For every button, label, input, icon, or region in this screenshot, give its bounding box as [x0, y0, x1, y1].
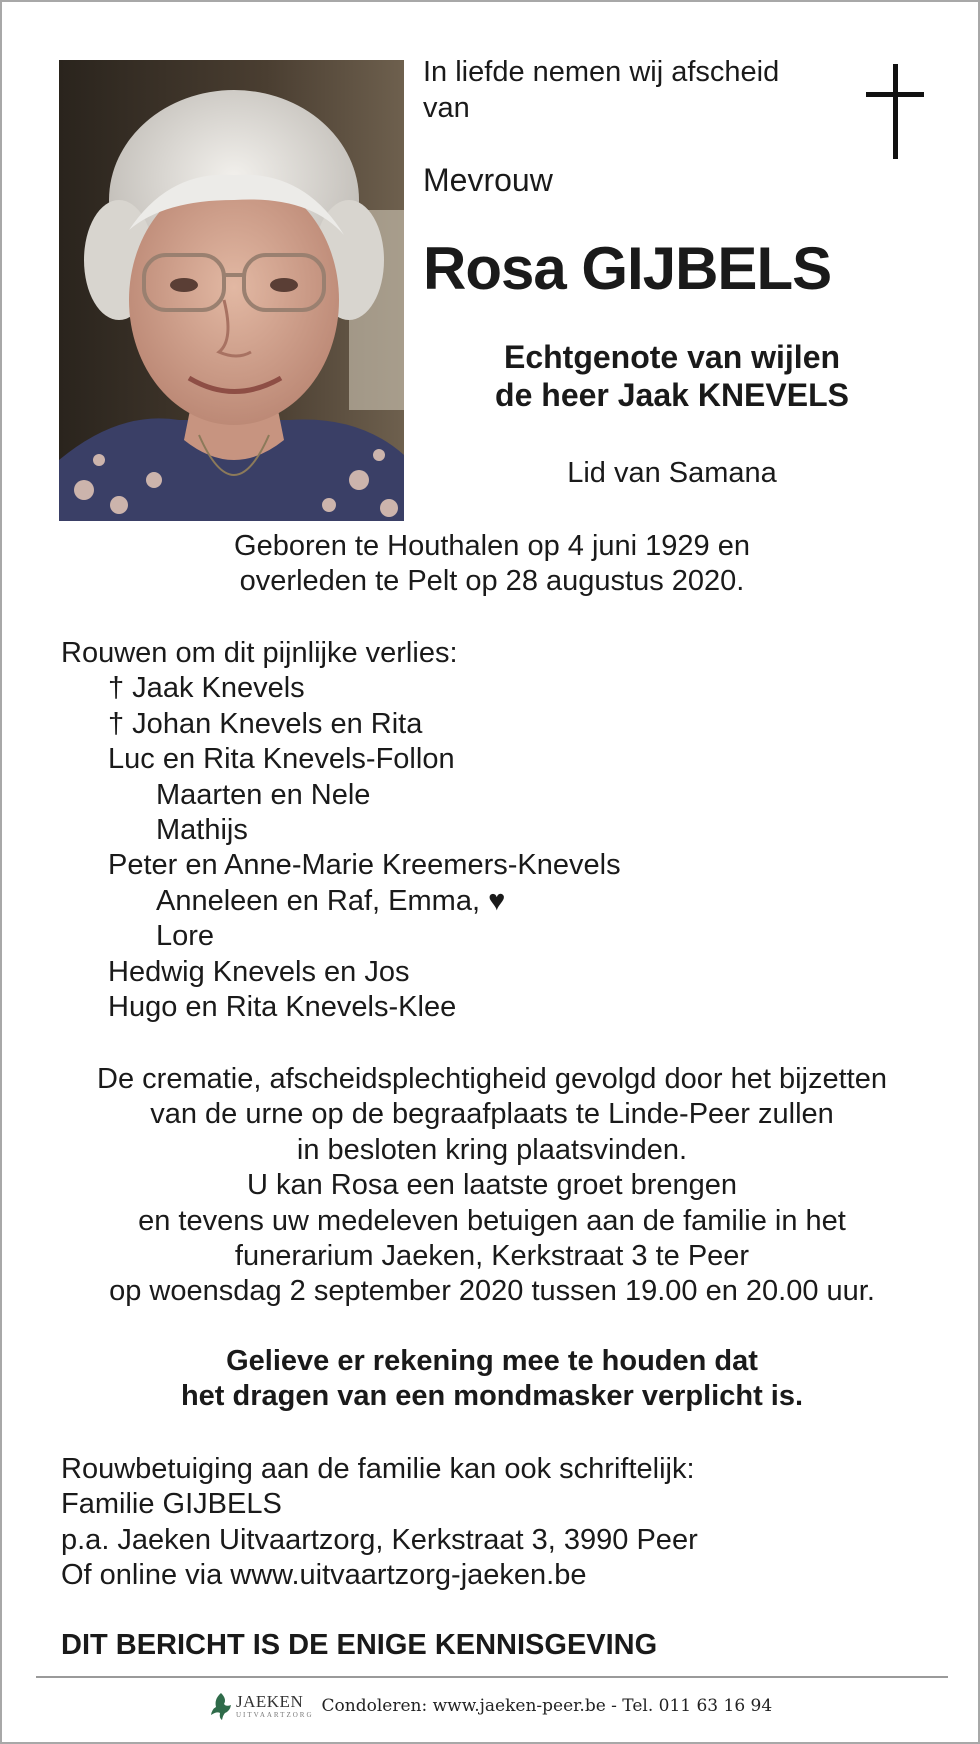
closing-statement: DIT BERICHT IS DE ENIGE KENNISGEVING	[61, 1629, 658, 1661]
mourner-item: Anneleen en Raf, Emma, ♥	[156, 884, 506, 917]
mourner-item: Lore	[156, 920, 215, 953]
ceremony-line: van de urne op de begraafplaats te Linde-Peer zullen	[150, 1098, 834, 1131]
mourner-item: Hedwig Knevels en Jos	[108, 955, 410, 988]
spouse-line-2: de heer Jaak KNEVELS	[495, 377, 849, 413]
condolence-info	[61, 1452, 698, 1594]
mourners-heading: Rouwen om dit pijnlijke verlies:	[61, 637, 458, 669]
portrait-photo	[59, 60, 404, 521]
footer	[210, 1686, 772, 1726]
spouse-info	[432, 338, 912, 414]
jaeken-logo	[210, 1691, 314, 1721]
notice-line-1: Gelieve er rekening mee te houden dat	[226, 1345, 758, 1377]
mourner-item: † Johan Knevels en Rita	[108, 707, 423, 740]
footer-contact[interactable]: Condoleren: www.jaeken-peer.be - Tel. 011 63 16 94	[321, 1696, 773, 1716]
condolence-line: p.a. Jaeken Uitvaartzorg, Kerkstraat 3, 3990 Peer	[61, 1523, 698, 1556]
mourner-item: Hugo en Rita Knevels-Klee	[108, 991, 457, 1024]
mourner-item: Peter en Anne-Marie Kreemers-Knevels	[108, 849, 621, 882]
ceremony-line: De crematie, afscheidsplechtigheid gevolgd door het bijzetten	[97, 1063, 887, 1095]
mourner-item: Mathijs	[156, 814, 248, 847]
condolence-line: Rouwbetuiging aan de familie kan ook schriftelijk:	[61, 1453, 695, 1485]
ceremony-line: en tevens uw medeleven betuigen aan de familie in het	[138, 1204, 846, 1237]
mourner-item: † Jaak Knevels	[108, 672, 305, 705]
logo-name: JAEKEN	[236, 1692, 304, 1711]
intro-text: In liefde nemen wij afscheid van	[423, 56, 780, 124]
logo-subtitle: UITVAARTZORG	[236, 1711, 314, 1719]
latin-cross-icon	[866, 64, 924, 159]
portrait-image	[59, 60, 404, 521]
dove-icon	[210, 1691, 232, 1721]
ceremony-details	[2, 1062, 980, 1310]
birth-death-info	[2, 529, 980, 600]
birth-line-1: Geboren te Houthalen op 4 juni 1929 en	[234, 530, 750, 562]
mourners-list	[61, 636, 621, 1025]
ceremony-line: U kan Rosa een laatste groet brengen	[246, 1169, 738, 1202]
mourner-item: Luc en Rita Knevels-Follon	[108, 743, 455, 776]
salutation: Mevrouw	[423, 162, 553, 198]
notice-line-2: het dragen van een mondmasker verplicht is.	[180, 1380, 804, 1413]
ceremony-line: funerarium Jaeken, Kerkstraat 3 te Peer	[234, 1240, 750, 1273]
mourner-item: Maarten en Nele	[156, 778, 371, 811]
deceased-name: Rosa GIJBELS	[423, 235, 832, 302]
condolence-line: Familie GIJBELS	[61, 1488, 282, 1521]
ceremony-line: op woensdag 2 september 2020 tussen 19.00 en 20.00 uur.	[109, 1275, 875, 1308]
mask-notice	[2, 1344, 980, 1415]
spouse-line-1: Echtgenote van wijlen	[503, 339, 841, 375]
membership: Lid van Samana	[567, 457, 777, 489]
footer-divider	[36, 1676, 948, 1678]
birth-line-2: overleden te Pelt op 28 augustus 2020.	[239, 565, 745, 598]
ceremony-line: in besloten kring plaatsvinden.	[296, 1133, 688, 1166]
condolence-link[interactable]: Of online via www.uitvaartzorg-jaeken.be	[61, 1559, 587, 1592]
